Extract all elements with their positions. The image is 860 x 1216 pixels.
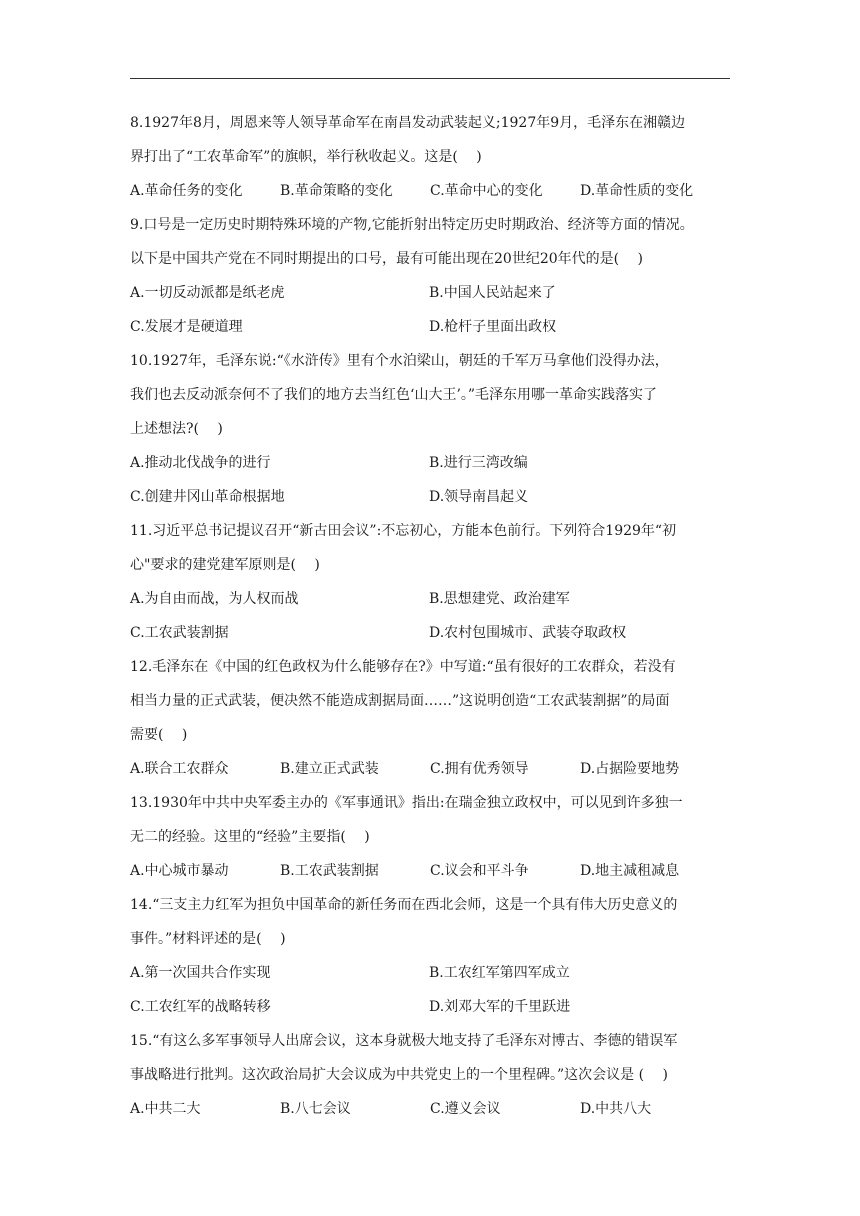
header-rule bbox=[130, 78, 730, 79]
question-text: 上述想法?( ) bbox=[130, 421, 223, 437]
question-text: 心"要求的建党建军原则是( ) bbox=[130, 557, 320, 573]
option-b[interactable]: B.思想建党、政治建军 bbox=[429, 591, 570, 607]
question-text: 事战略进行批判。这次政治局扩大会议成为中共党史上的一个里程碑。”这次会议是 ( ) bbox=[130, 1067, 668, 1083]
options-row bbox=[130, 480, 734, 514]
option-a[interactable]: A.中心城市暴动 bbox=[130, 863, 229, 879]
option-d[interactable]: D.革命性质的变化 bbox=[580, 183, 694, 199]
question-text: 10.1927年，毛泽东说:“《水浒传》里有个水泊梁山，朝廷的千军万马拿他们没得办法， bbox=[130, 353, 669, 369]
question-text: 事件。”材料评述的是( ) bbox=[130, 931, 286, 947]
question-text: 14.“三支主力红军为担负中国革命的新任务而在西北会师，这是一个具有伟大历史意义的 bbox=[130, 897, 678, 913]
option-a[interactable]: A.联合工农群众 bbox=[130, 761, 229, 777]
question-15 bbox=[130, 1024, 734, 1092]
option-a[interactable]: A.为自由而战，为人权而战 bbox=[130, 591, 299, 607]
question-9 bbox=[130, 208, 734, 276]
option-c[interactable]: C.创建井冈山革命根据地 bbox=[130, 489, 285, 505]
question-text: 需要( ) bbox=[130, 727, 188, 743]
options-row bbox=[130, 990, 734, 1024]
option-c[interactable]: C.遵义会议 bbox=[430, 1101, 501, 1117]
question-text: 以下是中国共产党在不同时期提出的口号，最有可能出现在20世纪20年代的是( ) bbox=[130, 251, 644, 267]
options-row bbox=[130, 174, 734, 208]
options-row bbox=[130, 854, 734, 888]
question-8 bbox=[130, 106, 734, 174]
question-11 bbox=[130, 514, 734, 582]
option-d[interactable]: D.领导南昌起义 bbox=[429, 489, 529, 505]
options-row bbox=[130, 446, 734, 480]
option-a[interactable]: A.一切反动派都是纸老虎 bbox=[130, 285, 285, 301]
question-text: 相当力量的正式武装，便决然不能造成割据局面……”这说明创造“工农武装割据”的局面 bbox=[130, 693, 670, 709]
options-row bbox=[130, 1092, 734, 1126]
option-d[interactable]: D.占据险要地势 bbox=[580, 761, 680, 777]
option-c[interactable]: C.革命中心的变化 bbox=[430, 183, 543, 199]
question-text: 12.毛泽东在《中国的红色政权为什么能够存在?》中写道:“虽有很好的工农群众，若没有 bbox=[130, 659, 676, 675]
option-d[interactable]: D.刘邓大军的千里跃进 bbox=[429, 999, 571, 1015]
question-text: 11.习近平总书记提议召开“新古田会议”:不忘初心，方能本色前行。下列符合1929年“初 bbox=[130, 523, 677, 539]
option-d[interactable]: D.中共八大 bbox=[580, 1101, 652, 1117]
option-b[interactable]: B.中国人民站起来了 bbox=[429, 285, 556, 301]
question-text: 9.口号是一定历史时期特殊环境的产物,它能折射出特定历史时期政治、经济等方面的情况。 bbox=[130, 217, 694, 233]
option-b[interactable]: B.八七会议 bbox=[280, 1101, 351, 1117]
options-row bbox=[130, 310, 734, 344]
question-13 bbox=[130, 786, 734, 854]
option-c[interactable]: C.拥有优秀领导 bbox=[430, 761, 529, 777]
option-a[interactable]: A.革命任务的变化 bbox=[130, 183, 243, 199]
option-b[interactable]: B.工农武装割据 bbox=[280, 863, 379, 879]
question-12 bbox=[130, 650, 734, 752]
question-14 bbox=[130, 888, 734, 956]
option-d[interactable]: D.地主减租减息 bbox=[580, 863, 680, 879]
question-10 bbox=[130, 344, 734, 446]
option-b[interactable]: B.建立正式武装 bbox=[280, 761, 379, 777]
options-row bbox=[130, 616, 734, 650]
option-c[interactable]: C.工农红军的战略转移 bbox=[130, 999, 271, 1015]
option-b[interactable]: B.工农红军第四军成立 bbox=[429, 965, 570, 981]
question-text: 界打出了“工农革命军”的旗帜，举行秋收起义。这是( ) bbox=[130, 149, 482, 165]
option-a[interactable]: A.第一次国共合作实现 bbox=[130, 965, 271, 981]
options-row bbox=[130, 752, 734, 786]
options-row bbox=[130, 582, 734, 616]
option-a[interactable]: A.推动北伐战争的进行 bbox=[130, 455, 271, 471]
option-b[interactable]: B.进行三湾改编 bbox=[429, 455, 528, 471]
option-a[interactable]: A.中共二大 bbox=[130, 1101, 201, 1117]
option-d[interactable]: D.农村包围城市、武装夺取政权 bbox=[429, 625, 627, 641]
option-d[interactable]: D.枪杆子里面出政权 bbox=[429, 319, 557, 335]
question-text: 15.“有这么多军事领导人出席会议，这本身就极大地支持了毛泽东对博古、李德的错误军 bbox=[130, 1033, 678, 1049]
option-c[interactable]: C.议会和平斗争 bbox=[430, 863, 529, 879]
question-text: 我们也去反动派奈何不了我们的地方去当红色‘山大王’。”毛泽东用哪一革命实践落实了 bbox=[130, 387, 658, 403]
option-b[interactable]: B.革命策略的变化 bbox=[280, 183, 393, 199]
question-list bbox=[130, 106, 734, 1126]
question-text: 13.1930年中共中央军委主办的《军事通讯》指出:在瑞金独立政权中，可以见到许多独一 bbox=[130, 795, 683, 811]
options-row bbox=[130, 956, 734, 990]
options-row bbox=[130, 276, 734, 310]
question-text: 无二的经验。这里的“经验”主要指( ) bbox=[130, 829, 370, 845]
option-c[interactable]: C.工农武装割据 bbox=[130, 625, 229, 641]
option-c[interactable]: C.发展才是硬道理 bbox=[130, 319, 243, 335]
question-text: 8.1927年8月，周恩来等人领导革命军在南昌发动武装起义;1927年9月，毛泽东在湘赣边 bbox=[130, 115, 686, 131]
